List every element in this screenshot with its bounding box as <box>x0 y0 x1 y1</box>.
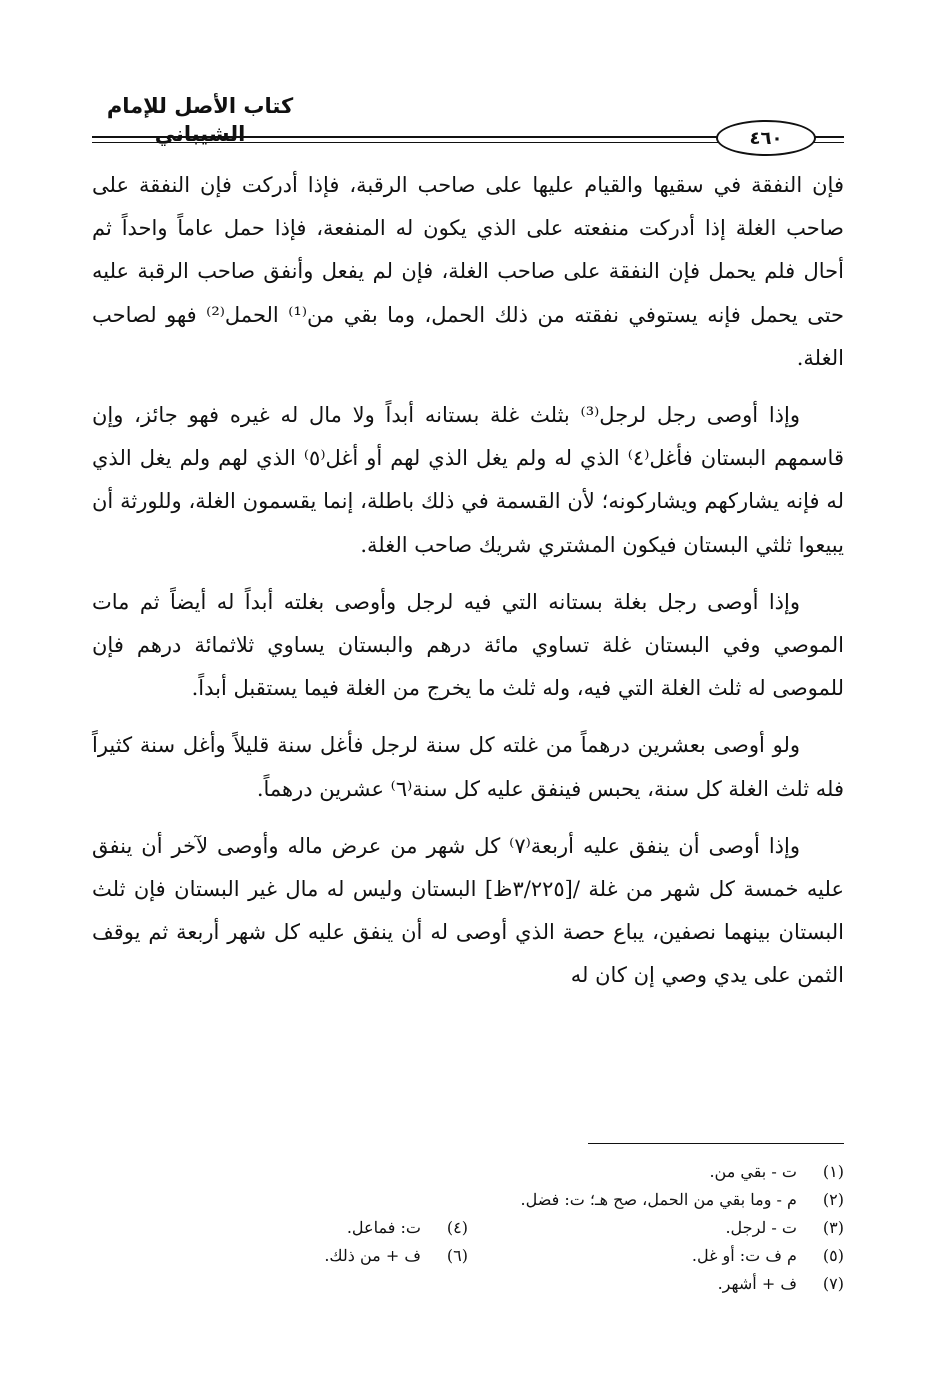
footnote-text: ف + أشهر. <box>717 1274 797 1293</box>
footnote-text: ت: فماعل. <box>346 1218 421 1237</box>
footnote-text: ت - لرجل. <box>725 1218 797 1237</box>
footnote-separator <box>588 1143 844 1144</box>
footnote-number: (١) <box>822 1162 844 1181</box>
footnote-number: (٢) <box>822 1190 844 1209</box>
footnote <box>92 1214 468 1242</box>
footnote <box>444 1186 844 1214</box>
paragraph: ولو أوصى بعشرين درهماً من غلته كل سنة لرجل فأغل سنة قليلاً وأغل سنة كثيراً فله ثلث الغلة كل سنة، يحبس فينفق عليه كل سنة⁽٦⁾ عشرين درهماً. <box>92 733 844 801</box>
footnote-text: ت - بقي من. <box>709 1162 797 1181</box>
paragraph: وإذا أوصى رجل لرجل⁽³⁾ بثلث غلة بستانه أبداً ولا مال له غيره فهو جائز، وإن قاسمهم البستان فأغل⁽٤⁾ الذي له ولم يغل الذي لهم أو أغل⁽٥⁾ الذي لهم ولم يغل الذي له فإنه يشاركهم ويشاركونه؛ لأن القسمة في ذلك باطلة، إنما يقسمون الغلة، وللورثة أن يبيعوا ثلثي البستان فيكون المشتري شريك صاحب الغلة. <box>92 403 844 557</box>
paragraph: وإذا أوصى أن ينفق عليه أربعة⁽٧⁾ كل شهر من عرض ماله وأوصى لآخر أن ينفق عليه خمسة كل شهر من غلة /[٣/٢٢٥ظ] البستان وليس له مال غير البستان فإن ثلث البستان بينهما نصفين، يباع حصة الذي أوصى له أن ينفق عليه كل شهر أربعة ثم يوقف الثمن على يدي وصي إن كان له <box>92 833 844 988</box>
footnote <box>444 1158 844 1186</box>
footnote-row <box>92 1242 844 1270</box>
running-header-title: كتاب الأصل للإمام الشيباني <box>106 94 294 146</box>
footnote-number: (٤) <box>446 1218 468 1237</box>
footnote-number: (٦) <box>446 1246 468 1265</box>
footnote-row <box>92 1186 844 1214</box>
paragraph: فإن النفقة في سقيها والقيام عليها على صاحب الرقبة، فإذا أدركت فإن النفقة على صاحب الغلة إذا أدركت منفعته على الذي يكون له المنفعة، فإذا حمل عاماً واحداً ثم أحال فلم يحمل فإن النفقة على صاحب الغلة، فإن لم يفعل وأنفق صاحب الرقبة عليه حتى يحمل فإنه يستوفي نفقته من ذلك الحمل، وما بقي من⁽¹⁾ الحمل⁽²⁾ فهو لصاحب الغلة. <box>92 173 845 370</box>
footnote-text: م ف ت: أو غل. <box>691 1246 797 1265</box>
footnote-row <box>92 1214 844 1242</box>
footnote <box>468 1242 844 1270</box>
page-number-frame <box>716 120 816 156</box>
footnote-row <box>92 1270 844 1298</box>
paragraph: وإذا أوصى رجل بغلة بستانه التي فيه لرجل وأوصى بغلته أبداً له أيضاً ثم مات الموصي وفي البستان غلة تساوي مائة درهم والبستان يساوي ثلاثمائة درهم فإن للموصى له ثلث الغلة التي فيه، وله ثلث ما يخرج من الغلة فيما يستقبل أبداً. <box>92 589 844 701</box>
footnote-number: (٥) <box>822 1246 844 1265</box>
footnote <box>444 1270 844 1298</box>
footnote-number: (٧) <box>822 1274 844 1293</box>
footnotes <box>92 1158 844 1298</box>
footnote-text: ف + من ذلك. <box>324 1246 421 1265</box>
main-text <box>92 164 844 998</box>
footnote-row <box>92 1158 844 1186</box>
footnote-number: (٣) <box>822 1218 844 1237</box>
page-number: ٤٦٠ <box>749 127 783 149</box>
footnote <box>468 1214 844 1242</box>
footnote <box>92 1242 468 1270</box>
footnote-text: م - وما بقي من الحمل، صح هـ؛ ت: فضل. <box>520 1190 797 1209</box>
